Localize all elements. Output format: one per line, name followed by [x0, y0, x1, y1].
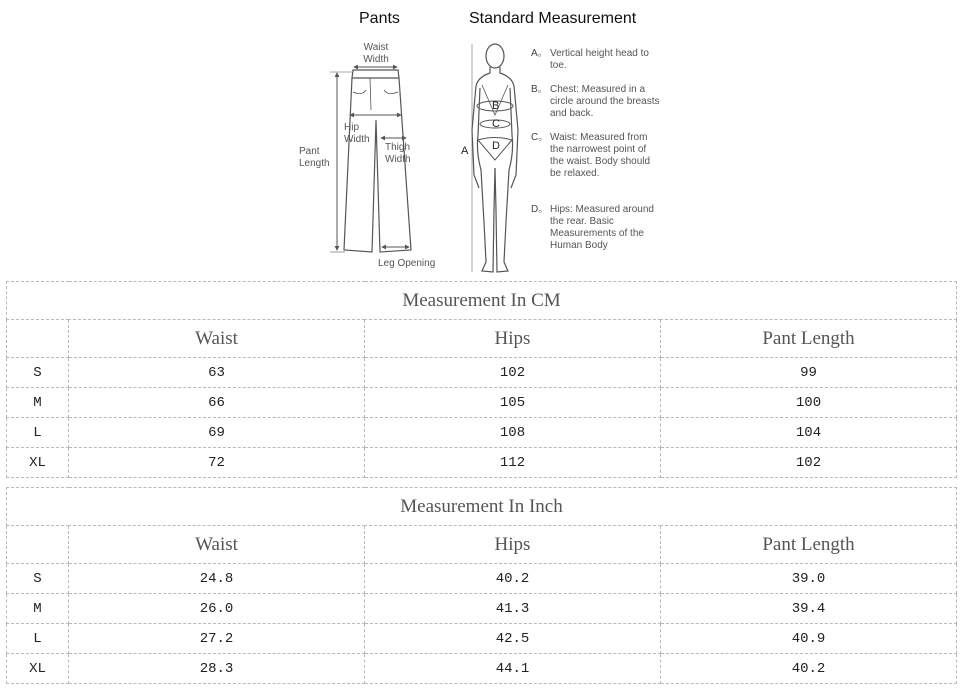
table-row — [7, 654, 957, 684]
table-row — [7, 564, 957, 594]
table-row — [7, 624, 957, 654]
cm-header-row — [7, 320, 957, 358]
note-d-key: D。 — [531, 204, 549, 215]
note-b-key: B。 — [531, 84, 548, 95]
size-label: M — [7, 594, 69, 624]
waist-value: 66 — [69, 388, 365, 418]
waist-value: 72 — [69, 448, 365, 478]
note-c — [531, 132, 661, 192]
standard-measurement-title: Standard Measurement — [469, 10, 637, 27]
pant-length-value: 99 — [661, 358, 957, 388]
size-label: M — [7, 388, 69, 418]
thigh-width-label — [385, 142, 411, 166]
note-c-text: Waist: Measured from the narrowest point of the waist. Body should be relaxed. — [550, 132, 651, 179]
hip-width-label-line2: Width — [344, 134, 370, 145]
size-label: S — [7, 358, 69, 388]
hip-width-label — [344, 122, 370, 146]
body-letter-d: D — [492, 140, 500, 152]
size-label: S — [7, 564, 69, 594]
waist-width-label-line2: Width — [363, 54, 389, 65]
pant-length-value: 39.4 — [661, 594, 957, 624]
pant-length-value: 39.0 — [661, 564, 957, 594]
table-row — [7, 448, 957, 478]
waist-width-label — [356, 42, 396, 66]
pant-length-value: 40.2 — [661, 654, 957, 684]
hips-value: 102 — [365, 358, 661, 388]
note-a — [531, 48, 661, 72]
table-row — [7, 594, 957, 624]
size-label: XL — [7, 448, 69, 478]
body-letter-c: C — [492, 118, 500, 130]
table-row — [7, 418, 957, 448]
body-letter-a: A — [461, 145, 469, 157]
pants-title: Pants — [359, 10, 400, 27]
size-label: L — [7, 624, 69, 654]
waist-value: 28.3 — [69, 654, 365, 684]
inch-col-waist: Waist — [69, 526, 365, 564]
waist-width-label-line1: Waist — [363, 42, 389, 53]
pant-length-value: 104 — [661, 418, 957, 448]
cm-col-hips: Hips — [365, 320, 661, 358]
inch-corner-cell — [7, 526, 69, 564]
table-row — [7, 358, 957, 388]
size-label: XL — [7, 654, 69, 684]
diagram-illustration — [0, 0, 962, 280]
body-letter-b: B — [492, 100, 500, 112]
inch-col-pant-length: Pant Length — [661, 526, 957, 564]
body-silhouette — [472, 44, 518, 272]
measurement-diagram — [0, 0, 962, 280]
waist-value: 69 — [69, 418, 365, 448]
inch-table-title: Measurement In Inch — [7, 488, 957, 526]
waist-value: 27.2 — [69, 624, 365, 654]
hips-value: 41.3 — [365, 594, 661, 624]
hips-value: 44.1 — [365, 654, 661, 684]
size-label: L — [7, 418, 69, 448]
cm-col-waist: Waist — [69, 320, 365, 358]
cm-table-title: Measurement In CM — [7, 282, 957, 320]
inch-size-table — [6, 487, 957, 684]
pant-length-label — [299, 146, 330, 170]
leg-opening-label: Leg Opening — [378, 258, 436, 269]
waist-value: 26.0 — [69, 594, 365, 624]
hips-value: 105 — [365, 388, 661, 418]
cm-col-pant-length: Pant Length — [661, 320, 957, 358]
note-b — [531, 84, 661, 120]
hip-width-label-line1: Hip — [344, 122, 360, 133]
cm-size-table — [6, 281, 957, 478]
note-d-text: Hips: Measured around the rear. Basic Measurements of the Human Body — [550, 204, 654, 251]
pant-length-label-line1: Pant — [299, 146, 320, 157]
waist-value: 63 — [69, 358, 365, 388]
pant-length-value: 40.9 — [661, 624, 957, 654]
table-row — [7, 388, 957, 418]
pant-length-value: 100 — [661, 388, 957, 418]
waist-value: 24.8 — [69, 564, 365, 594]
thigh-width-label-line2: Width — [385, 154, 411, 165]
hips-value: 42.5 — [365, 624, 661, 654]
hips-value: 112 — [365, 448, 661, 478]
note-a-key: A。 — [531, 48, 548, 59]
thigh-width-label-line1: Thigh — [385, 142, 411, 153]
cm-corner-cell — [7, 320, 69, 358]
inch-header-row — [7, 526, 957, 564]
hips-value: 40.2 — [365, 564, 661, 594]
hips-value: 108 — [365, 418, 661, 448]
note-d — [531, 204, 661, 252]
pant-length-value: 102 — [661, 448, 957, 478]
inch-col-hips: Hips — [365, 526, 661, 564]
note-a-text: Vertical height head to toe. — [550, 48, 649, 71]
pant-length-label-line2: Length — [299, 158, 330, 169]
note-b-text: Chest: Measured in a circle around the breasts and back. — [550, 84, 660, 119]
note-c-key: C。 — [531, 132, 549, 143]
